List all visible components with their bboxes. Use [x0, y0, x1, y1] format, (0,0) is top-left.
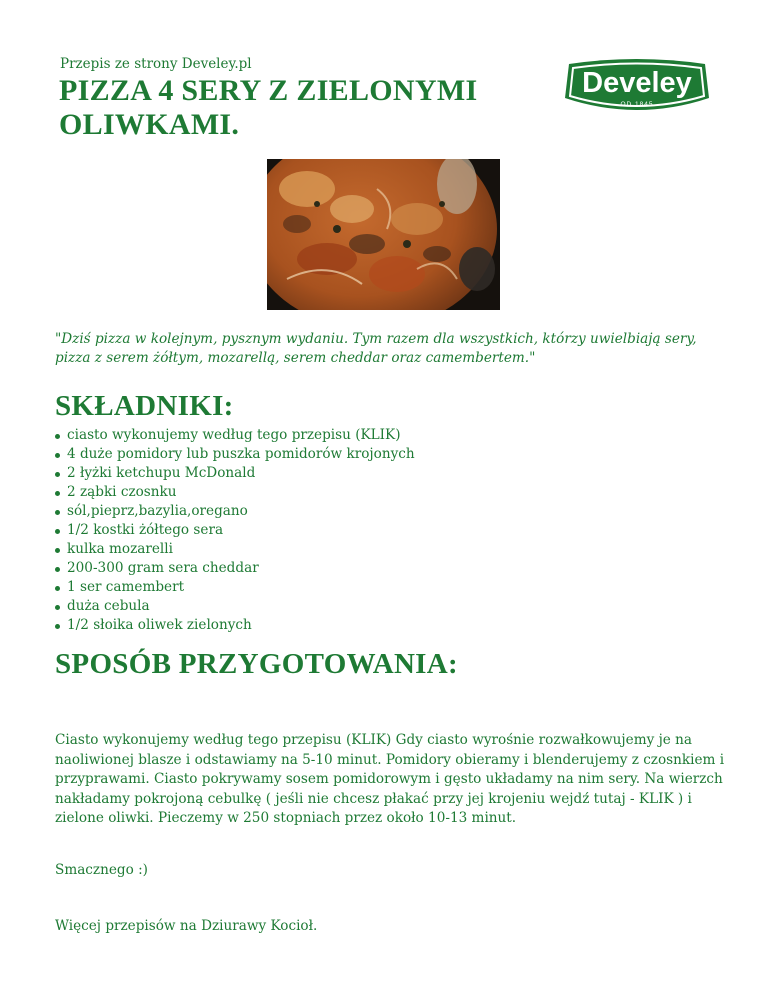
- ingredient-item: [55, 540, 415, 559]
- pizza-photo: [267, 159, 500, 310]
- pizza-image: [267, 159, 500, 310]
- develey-logo-graphic: [563, 56, 711, 118]
- preparation-text: Ciasto wykonujemy według tego przepisu (KLIK) Gdy ciasto wyrośnie rozwałkowujemy je na naoliwionej blasze i odstawiamy na 5-10 minut. Pomidory obieramy i blenderujemy z czosnkiem i przyprawami. Ciasto pokrywamy sosem pomidorowym i gęsto układamy na nim sery. Na wierzch nakładamy pokrojoną cebulkę ( jeśli nie chcesz płakać przy jej krojeniu wejdź tutaj - KLIK ) i zielone oliwki. Pieczemy w 250 stopniach przez około 10-13 minut.: [55, 732, 725, 826]
- ingredient-text: kulka mozarelli: [67, 541, 173, 557]
- bullet-icon: [55, 548, 60, 553]
- ingredient-item: [55, 483, 415, 502]
- logo-since-text: OD 1845: [620, 101, 654, 108]
- bullet-icon: [55, 529, 60, 534]
- ingredient-item: [55, 464, 415, 483]
- ingredient-item: [55, 426, 415, 445]
- bullet-icon: [55, 510, 60, 515]
- ingredient-text: 1 ser camembert: [67, 579, 185, 595]
- more-recipes-text: Więcej przepisów na Dziurawy Kocioł.: [55, 918, 318, 934]
- bullet-icon: [55, 605, 60, 610]
- intro-quote: "Dziś pizza w kolejnym, pysznym wydaniu. Tym razem dla wszystkich, którzy uwielbiają sery, pizza z serem żółtym, mozarellą, serem cheddar oraz camembertem.": [55, 331, 697, 366]
- logo-brand-text: Develey: [582, 67, 692, 99]
- source-line: Przepis ze strony Develey.pl: [60, 56, 252, 72]
- bullet-icon: [55, 472, 60, 477]
- ingredient-item: [55, 578, 415, 597]
- ingredient-item: [55, 521, 415, 540]
- bullet-icon: [55, 624, 60, 629]
- develey-logo: [563, 56, 711, 118]
- bullet-icon: [55, 567, 60, 572]
- ingredient-text: 1/2 kostki żółtego sera: [67, 522, 224, 538]
- preparation-heading: SPOSÓB PRZYGOTOWANIA:: [55, 648, 458, 680]
- ingredient-text: 4 duże pomidory lub puszka pomidorów krojonych: [67, 446, 415, 462]
- bullet-icon: [55, 586, 60, 591]
- ingredient-item: [55, 597, 415, 616]
- closing-text: Smacznego :): [55, 862, 148, 878]
- recipe-title: PIZZA 4 SERY Z ZIELONYMI OLIWKAMI.: [59, 74, 478, 141]
- ingredient-item: [55, 502, 415, 521]
- ingredient-text: sól,pieprz,bazylia,oregano: [67, 503, 248, 519]
- ingredient-item: [55, 559, 415, 578]
- ingredient-item: [55, 445, 415, 464]
- ingredient-text: ciasto wykonujemy według tego przepisu (KLIK): [67, 427, 401, 443]
- ingredient-text: 2 ząbki czosnku: [67, 484, 177, 500]
- ingredient-item: [55, 616, 415, 635]
- ingredients-heading: SKŁADNIKI:: [55, 390, 234, 422]
- bullet-icon: [55, 453, 60, 458]
- ingredient-text: 200-300 gram sera cheddar: [67, 560, 259, 576]
- ingredients-list: [55, 426, 415, 635]
- bullet-icon: [55, 491, 60, 496]
- bullet-icon: [55, 434, 60, 439]
- ingredient-text: duża cebula: [67, 598, 150, 614]
- ingredient-text: 2 łyżki ketchupu McDonald: [67, 465, 256, 481]
- ingredient-text: 1/2 słoika oliwek zielonych: [67, 617, 252, 633]
